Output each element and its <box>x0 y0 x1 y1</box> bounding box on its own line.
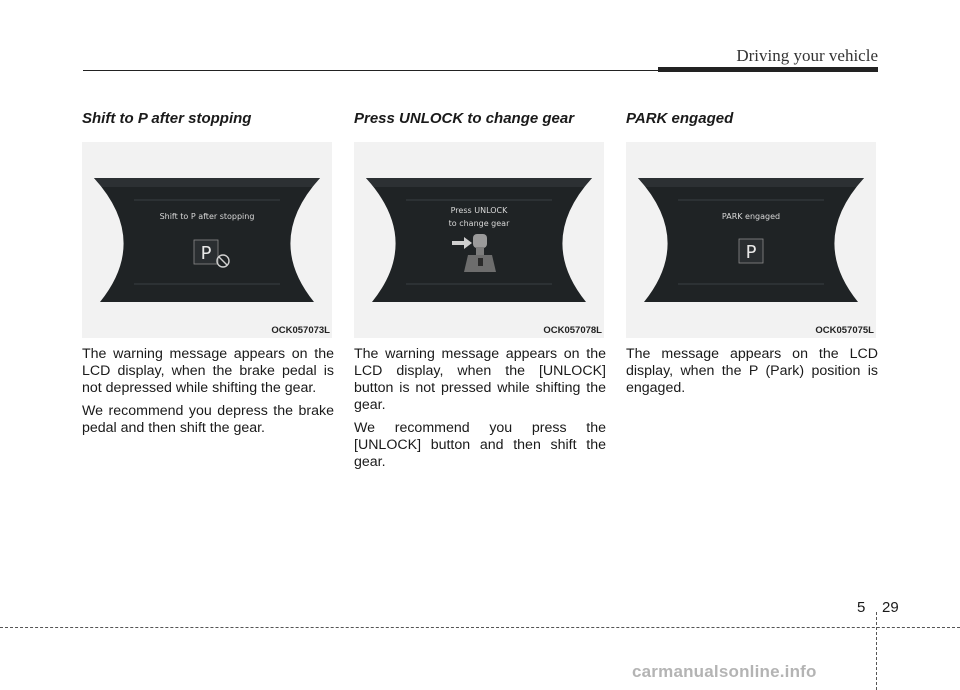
figure-code: OCK057073L <box>271 325 330 336</box>
column-park-engaged <box>626 110 878 403</box>
lcd-display-illustration <box>626 142 876 338</box>
lcd-figure <box>626 142 876 338</box>
lcd-message-line: to change gear <box>448 219 510 228</box>
lcd-message-line: Press UNLOCK <box>450 206 508 215</box>
lcd-display-illustration <box>82 142 332 338</box>
chapter-number: 5 <box>857 599 866 616</box>
lcd-figure <box>82 142 332 338</box>
lcd-display-illustration <box>354 142 604 338</box>
lcd-figure <box>354 142 604 338</box>
column-heading: PARK engaged <box>626 110 734 127</box>
page-number: 29 <box>882 599 899 616</box>
column-body <box>626 346 878 397</box>
figure-code: OCK057078L <box>543 325 602 336</box>
column-body <box>354 346 606 471</box>
park-indicator-letter: P <box>200 243 212 264</box>
column-heading: Shift to P after stopping <box>82 110 252 127</box>
header-rule-accent <box>658 67 878 72</box>
watermark: carmanualsonline.info <box>632 662 817 681</box>
column-press-unlock <box>354 110 606 477</box>
section-title: Driving your vehicle <box>736 46 878 65</box>
paragraph: We recommend you depress the brake pedal and then shift the gear. <box>82 403 334 436</box>
lcd-message: Shift to P after stopping <box>159 212 255 221</box>
column-heading: Press UNLOCK to change gear <box>354 110 575 127</box>
footer-divider <box>876 612 877 690</box>
column-body <box>82 346 334 437</box>
lcd-message: PARK engaged <box>721 212 781 221</box>
figure-code: OCK057075L <box>815 325 874 336</box>
column-shift-to-p <box>82 110 334 443</box>
paragraph: The message appears on the LCD display, when the P (Park) position is engaged. <box>626 346 878 396</box>
footer-rule <box>0 627 960 628</box>
park-indicator-letter: P <box>745 242 757 263</box>
paragraph: The warning message appears on the LCD display, when the [UNLOCK] button is not pressed while shifting the gear. <box>354 346 606 413</box>
paragraph: We recommend you press the [UNLOCK] button and then shift the gear. <box>354 420 606 470</box>
paragraph: The warning message appears on the LCD display, when the brake pedal is not depressed while shifting the gear. <box>82 346 334 396</box>
